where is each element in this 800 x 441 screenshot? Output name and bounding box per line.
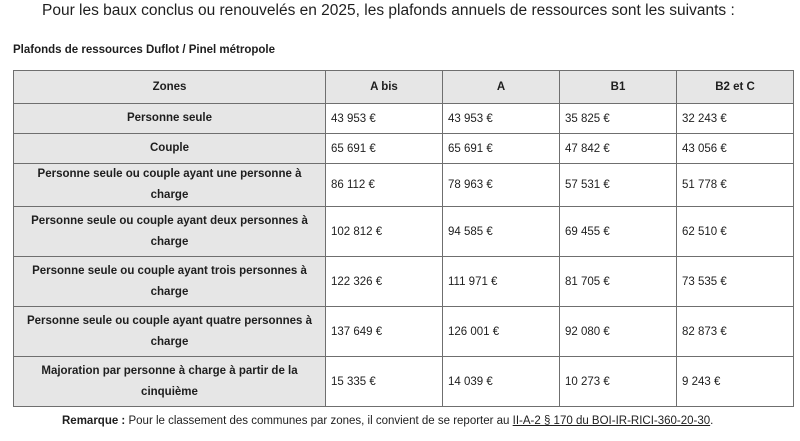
row-label: Personne seule ou couple ayant une personne à charge	[14, 164, 326, 207]
header-a-bis: A bis	[326, 71, 443, 104]
header-zones: Zones	[14, 71, 326, 104]
row-label: Couple	[14, 134, 326, 164]
remark-note	[62, 415, 713, 427]
table-row	[14, 134, 794, 164]
row-label: Personne seule ou couple ayant quatre personnes à charge	[14, 307, 326, 357]
header-b2-c: B2 et C	[677, 71, 794, 104]
table-row	[14, 257, 794, 307]
income-ceilings-table	[13, 70, 794, 407]
table-cell: 43 056 €	[677, 134, 794, 164]
table-row	[14, 307, 794, 357]
table-cell: 43 953 €	[326, 104, 443, 134]
table-cell: 102 812 €	[326, 207, 443, 257]
header-b1: B1	[560, 71, 677, 104]
table-cell: 65 691 €	[443, 134, 560, 164]
table-cell: 51 778 €	[677, 164, 794, 207]
table-cell: 86 112 €	[326, 164, 443, 207]
table-row	[14, 164, 794, 207]
table-cell: 9 243 €	[677, 357, 794, 407]
table-cell: 94 585 €	[443, 207, 560, 257]
reference-link[interactable]: II-A-2 § 170 du BOI-IR-RICI-360-20-30	[512, 415, 711, 427]
table-cell: 69 455 €	[560, 207, 677, 257]
table-cell: 10 273 €	[560, 357, 677, 407]
table-cell: 43 953 €	[443, 104, 560, 134]
table-cell: 47 842 €	[560, 134, 677, 164]
row-label: Personne seule ou couple ayant deux personnes à charge	[14, 207, 326, 257]
table-cell: 126 001 €	[443, 307, 560, 357]
table-header-row	[14, 71, 794, 104]
table-cell: 35 825 €	[560, 104, 677, 134]
row-label: Personne seule	[14, 104, 326, 134]
table-cell: 78 963 €	[443, 164, 560, 207]
table-cell: 111 971 €	[443, 257, 560, 307]
table-cell: 57 531 €	[560, 164, 677, 207]
table-cell: 81 705 €	[560, 257, 677, 307]
table-cell: 73 535 €	[677, 257, 794, 307]
table-cell: 65 691 €	[326, 134, 443, 164]
table-cell: 122 326 €	[326, 257, 443, 307]
table-cell: 14 039 €	[443, 357, 560, 407]
table-row	[14, 207, 794, 257]
remark-label: Remarque :	[62, 415, 126, 427]
table-cell: 82 873 €	[677, 307, 794, 357]
table-row	[14, 104, 794, 134]
table-caption: Plafonds de ressources Duflot / Pinel métropole	[13, 44, 276, 56]
table-cell: 92 080 €	[560, 307, 677, 357]
row-label: Majoration par personne à charge à partir de la cinquième	[14, 357, 326, 407]
intro-text: Pour les baux conclus ou renouvelés en 2025, les plafonds annuels de ressources sont les suivants :	[42, 2, 735, 19]
table-cell: 62 510 €	[677, 207, 794, 257]
table-cell: 32 243 €	[677, 104, 794, 134]
remark-text: Pour le classement des communes par zones, il convient de se reporter au	[125, 415, 513, 427]
table-row	[14, 357, 794, 407]
table-cell: 15 335 €	[326, 357, 443, 407]
row-label: Personne seule ou couple ayant trois personnes à charge	[14, 257, 326, 307]
table-cell: 137 649 €	[326, 307, 443, 357]
remark-end: .	[710, 415, 714, 427]
header-a: A	[443, 71, 560, 104]
